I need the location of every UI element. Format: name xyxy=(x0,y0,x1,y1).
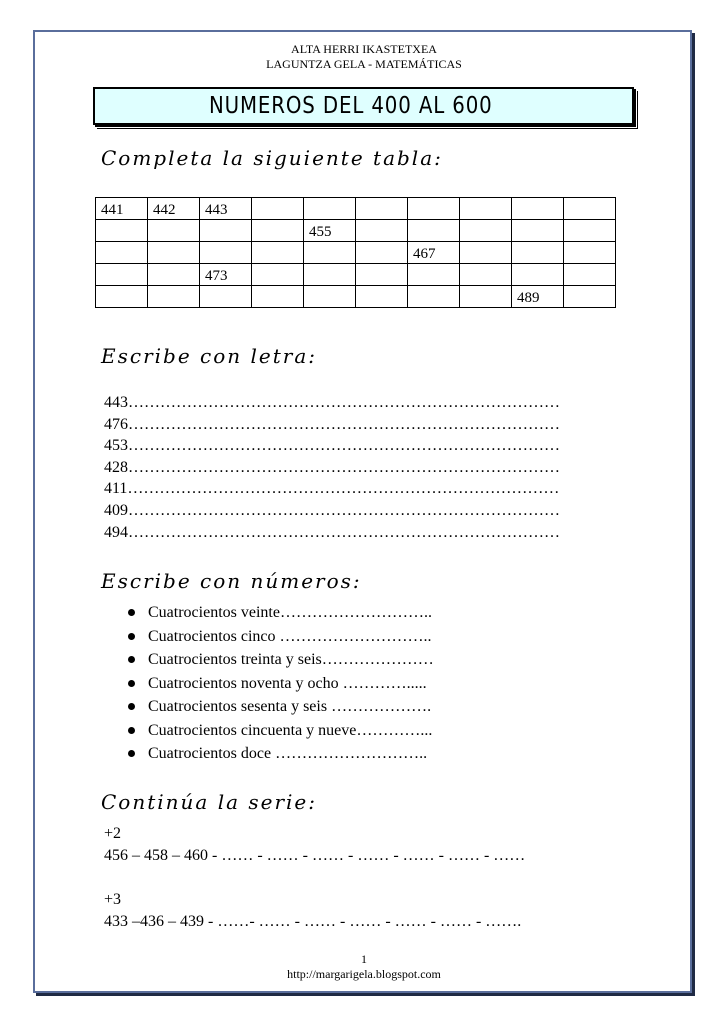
table-cell[interactable] xyxy=(408,286,460,308)
list-item-text: Cuatrocientos veinte……………………….. xyxy=(148,604,432,621)
table-cell[interactable] xyxy=(408,220,460,242)
table-cell[interactable] xyxy=(512,198,564,220)
table-cell[interactable] xyxy=(512,242,564,264)
list-item[interactable] xyxy=(108,601,434,625)
table-cell[interactable] xyxy=(252,198,304,220)
table-cell[interactable]: 455 xyxy=(304,220,356,242)
list-item-text: Cuatrocientos sesenta y seis ………………. xyxy=(148,698,432,715)
write-letters-lines xyxy=(104,392,560,543)
page-number: 1 xyxy=(361,952,367,966)
series-line[interactable]: 433 –436 – 439 - ……- …… - …… - …… - …… - …… - ……. xyxy=(104,913,522,930)
list-item-text: Cuatrocientos doce ……………………….. xyxy=(148,745,428,762)
bullet-icon xyxy=(128,680,135,687)
table-cell[interactable]: 443 xyxy=(200,198,252,220)
write-numbers-list xyxy=(108,601,434,766)
write-line[interactable]: 409……………………………………………………………………… xyxy=(104,501,560,519)
table-cell[interactable]: 489 xyxy=(512,286,564,308)
table-row xyxy=(96,264,616,286)
table-cell[interactable] xyxy=(460,242,512,264)
table-cell[interactable] xyxy=(200,286,252,308)
table-cell[interactable] xyxy=(200,220,252,242)
bullet-icon xyxy=(128,750,135,757)
table-cell[interactable] xyxy=(564,198,616,220)
table-cell[interactable] xyxy=(96,286,148,308)
table-cell[interactable] xyxy=(200,242,252,264)
table-cell[interactable] xyxy=(96,220,148,242)
write-numbers-heading: Escribe con números: xyxy=(101,569,362,593)
table-cell[interactable] xyxy=(460,286,512,308)
table-cell[interactable] xyxy=(96,242,148,264)
title-box xyxy=(93,87,634,125)
write-letters-heading: Escribe con letra: xyxy=(101,344,317,368)
list-item[interactable] xyxy=(108,719,434,743)
table-cell[interactable] xyxy=(148,264,200,286)
bullet-icon xyxy=(128,703,135,710)
table-cell[interactable] xyxy=(460,198,512,220)
table-cell[interactable] xyxy=(304,286,356,308)
list-item[interactable] xyxy=(108,672,434,696)
list-item-text: Cuatrocientos treinta y seis………………… xyxy=(148,651,434,668)
table-cell[interactable] xyxy=(408,264,460,286)
list-item[interactable] xyxy=(108,695,434,719)
table-cell[interactable] xyxy=(356,242,408,264)
table-cell[interactable] xyxy=(252,286,304,308)
table-cell[interactable] xyxy=(252,242,304,264)
worksheet-title: NUMEROS DEL 400 AL 600 xyxy=(209,93,493,119)
table-cell[interactable] xyxy=(148,286,200,308)
list-item-text: Cuatrocientos cinco ……………………….. xyxy=(148,627,432,645)
table-row xyxy=(96,198,616,220)
table-cell[interactable] xyxy=(564,220,616,242)
table-cell[interactable] xyxy=(356,286,408,308)
table-row xyxy=(96,286,616,308)
table-cell[interactable] xyxy=(512,264,564,286)
write-line[interactable]: 428……………………………………………………………………… xyxy=(104,458,560,476)
table-cell[interactable]: 442 xyxy=(148,198,200,220)
table-heading: Completa la siguiente tabla: xyxy=(101,146,443,170)
bullet-icon xyxy=(128,633,135,640)
table-cell[interactable] xyxy=(148,220,200,242)
footer-url[interactable]: http://margarigela.blogspot.com xyxy=(287,967,441,981)
bullet-icon xyxy=(128,656,135,663)
table-cell[interactable] xyxy=(148,242,200,264)
bullet-icon xyxy=(128,609,135,616)
series-step-label: +3 xyxy=(104,891,122,908)
table-cell[interactable] xyxy=(564,286,616,308)
write-line[interactable]: 494……………………………………………………………………… xyxy=(104,523,560,541)
table-cell[interactable] xyxy=(96,264,148,286)
table-cell[interactable] xyxy=(460,220,512,242)
list-item-text: Cuatrocientos noventa y ocho …………..... xyxy=(148,674,427,692)
table-cell[interactable]: 473 xyxy=(200,264,252,286)
list-item-text: Cuatrocientos cincuenta y nueve…………... xyxy=(148,721,433,739)
bullet-icon xyxy=(128,727,135,734)
table-cell[interactable]: 467 xyxy=(408,242,460,264)
table-cell[interactable] xyxy=(460,264,512,286)
series-line[interactable]: 456 – 458 – 460 - …… - …… - …… - …… - …… - …… - …… xyxy=(104,847,526,864)
table-cell[interactable] xyxy=(512,220,564,242)
series-heading: Continúa la serie: xyxy=(101,790,318,814)
table-cell[interactable] xyxy=(252,220,304,242)
write-line[interactable]: 411……………………………………………………………………… xyxy=(104,480,560,498)
table-cell[interactable] xyxy=(304,264,356,286)
school-name: ALTA HERRI IKASTETXEA xyxy=(291,42,437,56)
table-cell[interactable]: 441 xyxy=(96,198,148,220)
list-item[interactable] xyxy=(108,625,434,649)
number-table xyxy=(95,197,616,308)
write-line[interactable]: 443……………………………………………………………………… xyxy=(104,394,560,411)
table-row xyxy=(96,242,616,264)
table-cell[interactable] xyxy=(564,264,616,286)
write-line[interactable]: 453……………………………………………………………………… xyxy=(104,437,560,455)
list-item[interactable] xyxy=(108,648,434,672)
list-item[interactable] xyxy=(108,742,434,766)
table-cell[interactable] xyxy=(356,264,408,286)
table-cell[interactable] xyxy=(356,198,408,220)
table-cell[interactable] xyxy=(564,242,616,264)
department-name: LAGUNTZA GELA - MATEMÁTICAS xyxy=(266,57,462,71)
series-step-label: +2 xyxy=(104,825,122,842)
table-cell[interactable] xyxy=(304,242,356,264)
table-cell[interactable] xyxy=(408,198,460,220)
table-cell[interactable] xyxy=(356,220,408,242)
table-cell[interactable] xyxy=(252,264,304,286)
table-cell[interactable] xyxy=(304,198,356,220)
write-line[interactable]: 476……………………………………………………………………… xyxy=(104,415,560,433)
table-row xyxy=(96,220,616,242)
